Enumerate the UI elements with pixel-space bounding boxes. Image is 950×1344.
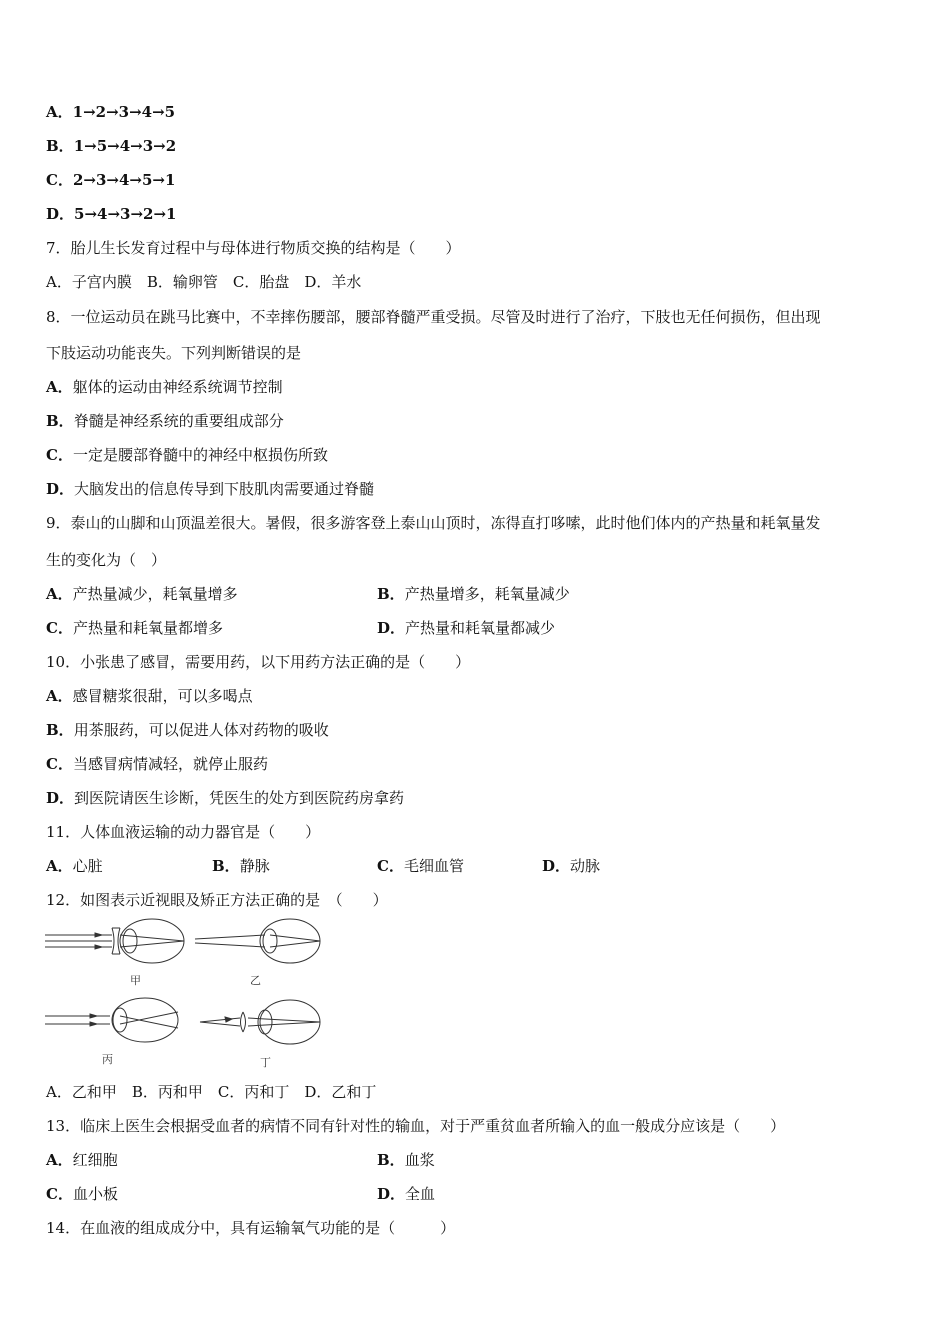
q12-options: A．乙和甲 B．丙和甲 C．丙和丁 D．乙和丁 (46, 1083, 377, 1101)
q6-option-a: A．1→2→3→4→5 (46, 103, 176, 121)
q14-stem: 14．在血液的组成成分中，具有运输氧气功能的是（ ） (46, 1219, 456, 1237)
q11-option-d: D．动脉 (542, 857, 601, 875)
q7-options: A．子宫内膜 B．输卵管 C．胎盘 D．羊水 (46, 273, 362, 291)
figure-label-bing: 丙 (102, 1053, 113, 1066)
q6-option-b: B．1→5→4→3→2 (46, 137, 177, 155)
figure-label-yi: 乙 (250, 974, 261, 987)
q10-stem: 10．小张患了感冒，需要用药，以下用药方法正确的是（ ） (46, 653, 471, 671)
q11-option-b: B．静脉 (212, 857, 270, 875)
q9-option-d: D．产热量和耗氧量都减少 (377, 619, 556, 637)
q8-option-a: A．躯体的运动由神经系统调节控制 (46, 378, 283, 396)
q6-option-d: D．5→4→3→2→1 (46, 205, 177, 223)
q10-option-d: D．到医院请医生诊断，凭医生的处方到医院药房拿药 (46, 789, 405, 807)
q13-option-a: A．红细胞 (46, 1151, 118, 1169)
q12-stem: 12．如图表示近视眼及矫正方法正确的是 （ ） (46, 891, 388, 909)
q11-option-c: C．毛细血管 (377, 857, 464, 875)
q13-option-b: B．血浆 (377, 1151, 435, 1169)
q10-option-b: B．用茶服药，可以促进人体对药物的吸收 (46, 721, 329, 739)
q8-option-c: C．一定是腰部脊髓中的神经中枢损伤所致 (46, 446, 328, 464)
q8-stem-line1: 8．一位运动员在跳马比赛中，不幸摔伤腰部，腰部脊髓严重受损。尽管及时进行了治疗，下肢也无任何损伤，但出现 (46, 308, 821, 326)
eye-diagram-bing (45, 998, 178, 1042)
figure-label-ding: 丁 (260, 1056, 271, 1069)
q13-option-d: D．全血 (377, 1185, 436, 1203)
eye-diagram-ding (200, 1000, 320, 1044)
q6-option-c: C．2→3→4→5→1 (46, 171, 176, 189)
q9-option-b: B．产热量增多，耗氧量减少 (377, 585, 570, 603)
q13-stem: 13．临床上医生会根据受血者的病情不同有针对性的输血，对于严重贫血者所输入的血一般成分应该是（ ） (46, 1117, 786, 1135)
eye-diagram-figure (40, 918, 340, 1074)
q10-option-c: C．当感冒病情减轻，就停止服药 (46, 755, 268, 773)
q8-option-d: D．大脑发出的信息传导到下肢肌肉需要通过脊髓 (46, 480, 375, 498)
q8-option-b: B．脊髓是神经系统的重要组成部分 (46, 412, 284, 430)
q10-option-a: A．感冒糖浆很甜，可以多喝点 (46, 687, 253, 705)
eye-diagram-jia (45, 919, 184, 963)
q9-option-c: C．产热量和耗氧量都增多 (46, 619, 223, 637)
eye-diagram-yi (195, 919, 320, 963)
q7-stem: 7．胎儿生长发育过程中与母体进行物质交换的结构是（ ） (46, 239, 461, 257)
q9-stem-line1: 9．泰山的山脚和山顶温差很大。暑假，很多游客登上泰山山顶时，冻得直打哆嗦，此时他们体内的产热量和耗氧量发 (46, 514, 821, 532)
q9-option-a: A．产热量减少，耗氧量增多 (46, 585, 238, 603)
q11-stem: 11．人体血液运输的动力器官是（ ） (46, 823, 321, 841)
q11-option-a: A．心脏 (46, 857, 103, 875)
q9-stem-line2: 生的变化为（ ） (46, 551, 167, 569)
q8-stem-line2: 下肢运动功能丧失。下列判断错误的是 (46, 344, 302, 362)
figure-label-jia: 甲 (130, 974, 141, 987)
q13-option-c: C．血小板 (46, 1185, 118, 1203)
